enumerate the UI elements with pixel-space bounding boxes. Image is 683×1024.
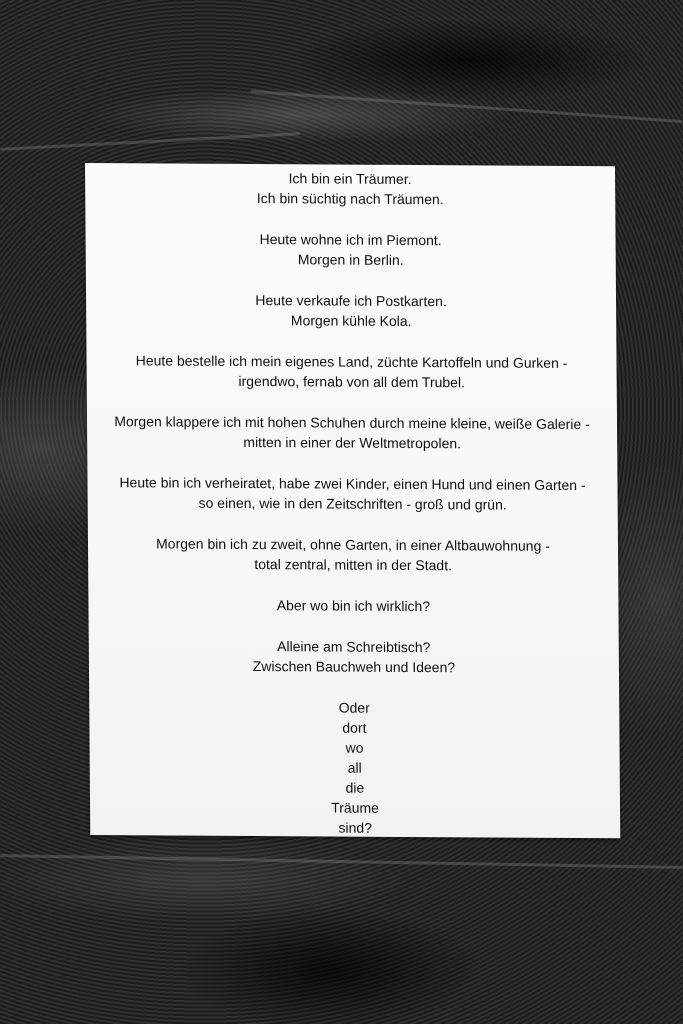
poem-line: Ich bin süchtig nach Träumen. [256, 190, 444, 208]
poem-line: Alleine am Schreibtisch? [277, 638, 431, 656]
poem-line: Heute wohne ich im Piemont. [259, 231, 442, 249]
poem-line: Morgen in Berlin. [297, 251, 404, 268]
poem-line: mitten in einer der Weltmetropolen. [243, 433, 462, 452]
poem-line: total zentral, mitten in der Stadt. [254, 556, 453, 574]
poem-line: Morgen kühle Kola. [290, 312, 412, 329]
stanza-5 [87, 411, 617, 454]
poem-line: Träume [331, 799, 379, 816]
stanza-2 [86, 228, 616, 271]
poem-line: wo [345, 739, 364, 756]
poem-line: Aber wo bin ich wirklich? [276, 597, 431, 615]
poem-line: Heute verkaufe ich Postkarten. [255, 292, 447, 310]
poem-line: irgendwo, fernab von all dem Trubel. [238, 372, 465, 391]
stanza-10 [89, 696, 620, 839]
poem-line: dort [342, 719, 367, 736]
poem-line: Heute bestelle ich mein eigenes Land, züchte Kartoffeln und Gurken - [135, 352, 568, 371]
poem-line: Zwischen Bauchweh und Ideen? [252, 658, 456, 676]
poem-sheet [85, 163, 620, 838]
stanza-7 [88, 533, 618, 576]
poem-line: so einen, wie in den Zeitschriften - groß und grün. [198, 494, 507, 513]
poem-line: Oder [338, 699, 370, 716]
poem-line: die [345, 779, 365, 796]
poem-line: all [347, 759, 362, 776]
stanza-8 [88, 594, 618, 617]
poem-line: sind? [338, 819, 372, 836]
poem [85, 167, 620, 860]
stanza-4 [86, 350, 616, 393]
poem-line: Morgen bin ich zu zweit, ohne Garten, in einer Altbauwohnung - [156, 535, 550, 554]
poem-line: Morgen klappere ich mit hohen Schuhen durch meine kleine, weiße Galerie - [114, 413, 590, 433]
poem-line: Heute bin ich verheiratet, habe zwei Kinder, einen Hund und einen Garten - [119, 474, 586, 494]
stanza-9 [89, 635, 619, 678]
stanza-3 [86, 289, 616, 332]
stanza-6 [87, 472, 617, 515]
stanza-1 [85, 167, 615, 210]
poem-line: Ich bin ein Träumer. [288, 170, 412, 187]
